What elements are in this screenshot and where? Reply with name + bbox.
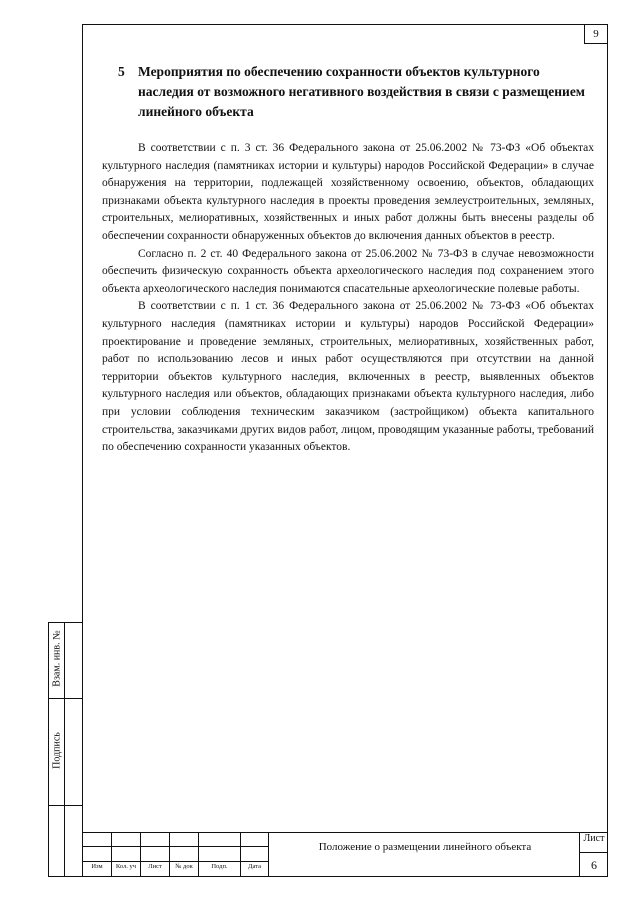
frame-bottom [48, 876, 608, 877]
section-heading [118, 62, 588, 122]
paragraph: В соответствии с п. 3 ст. 36 Федерального закона от 25.06.2002 № 73-ФЗ «Об объектах культурного наследия (памятниках истории и культуры) народов Российской Федерации» в случае обнаружения на территории, подлежащей хозяйственному освоению, объектов, обладающих признаками объекта культурного наследия в проекты проведения землеустроительных, земляных, строительных, мелиоративных, хозяйственных и иных работ должны быть внесены разделы об обеспечении сохранности обнаруженных объектов до включения данных объектов в реестр. [102, 142, 594, 242]
frame-left [82, 24, 83, 877]
stamp-col-n-dok: № док [175, 863, 193, 870]
stamp-col-podp: Подп. [211, 863, 228, 870]
frame-top [82, 24, 608, 25]
body-text [102, 140, 594, 457]
stamp-col-1 [111, 832, 112, 877]
podpis-label: Подпись [51, 732, 63, 769]
paragraph: Согласно п. 2 ст. 40 Федерального закона от 25.06.2002 № 73-ФЗ в случае невозможности обеспечить физическую сохранность объекта археологического наследия под сохранением этого объекта археологического наследия понимаются спасательные археологические полевые работы. [102, 247, 594, 295]
paragraph: В соответствии с п. 1 ст. 36 Федерального закона от 25.06.2002 № 73-ФЗ «Об объектах культурного наследия (памятниках истории и культуры) народов Российской Федерации» проектирование и проведение земляных, строительных, мелиоративных, хозяйственных работ, работ по использованию лесов и иных работ осуществляются при отсутствии на данной территории объектов культурного наследия, включенных в реестр, выявленных объектов культурного наследия или объектов, обладающих признаками объекта культурного наследия, либо при условии соблюдения техническим заказчиком (застройщиком) объекта капитального строительства, заказчиками других видов работ, лицом, проводящим указанные работы, требований по обеспечению сохранности указанных объектов. [102, 300, 594, 454]
stamp-sheet-sep [579, 852, 608, 853]
stamp-col-6 [268, 832, 269, 877]
vzam-inv-label: Взам. инв. № [51, 630, 63, 687]
stamp-col-kol-uch: Кол. уч [115, 863, 137, 870]
side-strip-sep-2 [48, 805, 82, 806]
stamp-col-izm: Изм [91, 863, 103, 870]
stamp-col-list: Лист [148, 863, 162, 870]
stamp-col-5 [240, 832, 241, 877]
section-title: Мероприятия по обеспечению сохранности объектов культурного наследия от возможного негативного воздействия в связи с размещением линейного объекта [138, 64, 586, 119]
page-number: 9 [584, 24, 608, 44]
side-strip-sep-1 [48, 698, 82, 699]
stamp-sheet-number: 6 [591, 858, 597, 872]
section-number: 5 [118, 64, 125, 79]
frame-right [607, 24, 608, 877]
stamp-col-3 [169, 832, 170, 877]
side-strip-left-edge [48, 622, 49, 877]
stamp-document-title: Положение о размещении линейного объекта [318, 841, 532, 853]
stamp-col-4 [198, 832, 199, 877]
side-strip-divider [64, 622, 65, 877]
stamp-sheet-label: Лист [583, 833, 605, 844]
stamp-col-2 [140, 832, 141, 877]
stamp-col-data: Дата [248, 863, 261, 870]
